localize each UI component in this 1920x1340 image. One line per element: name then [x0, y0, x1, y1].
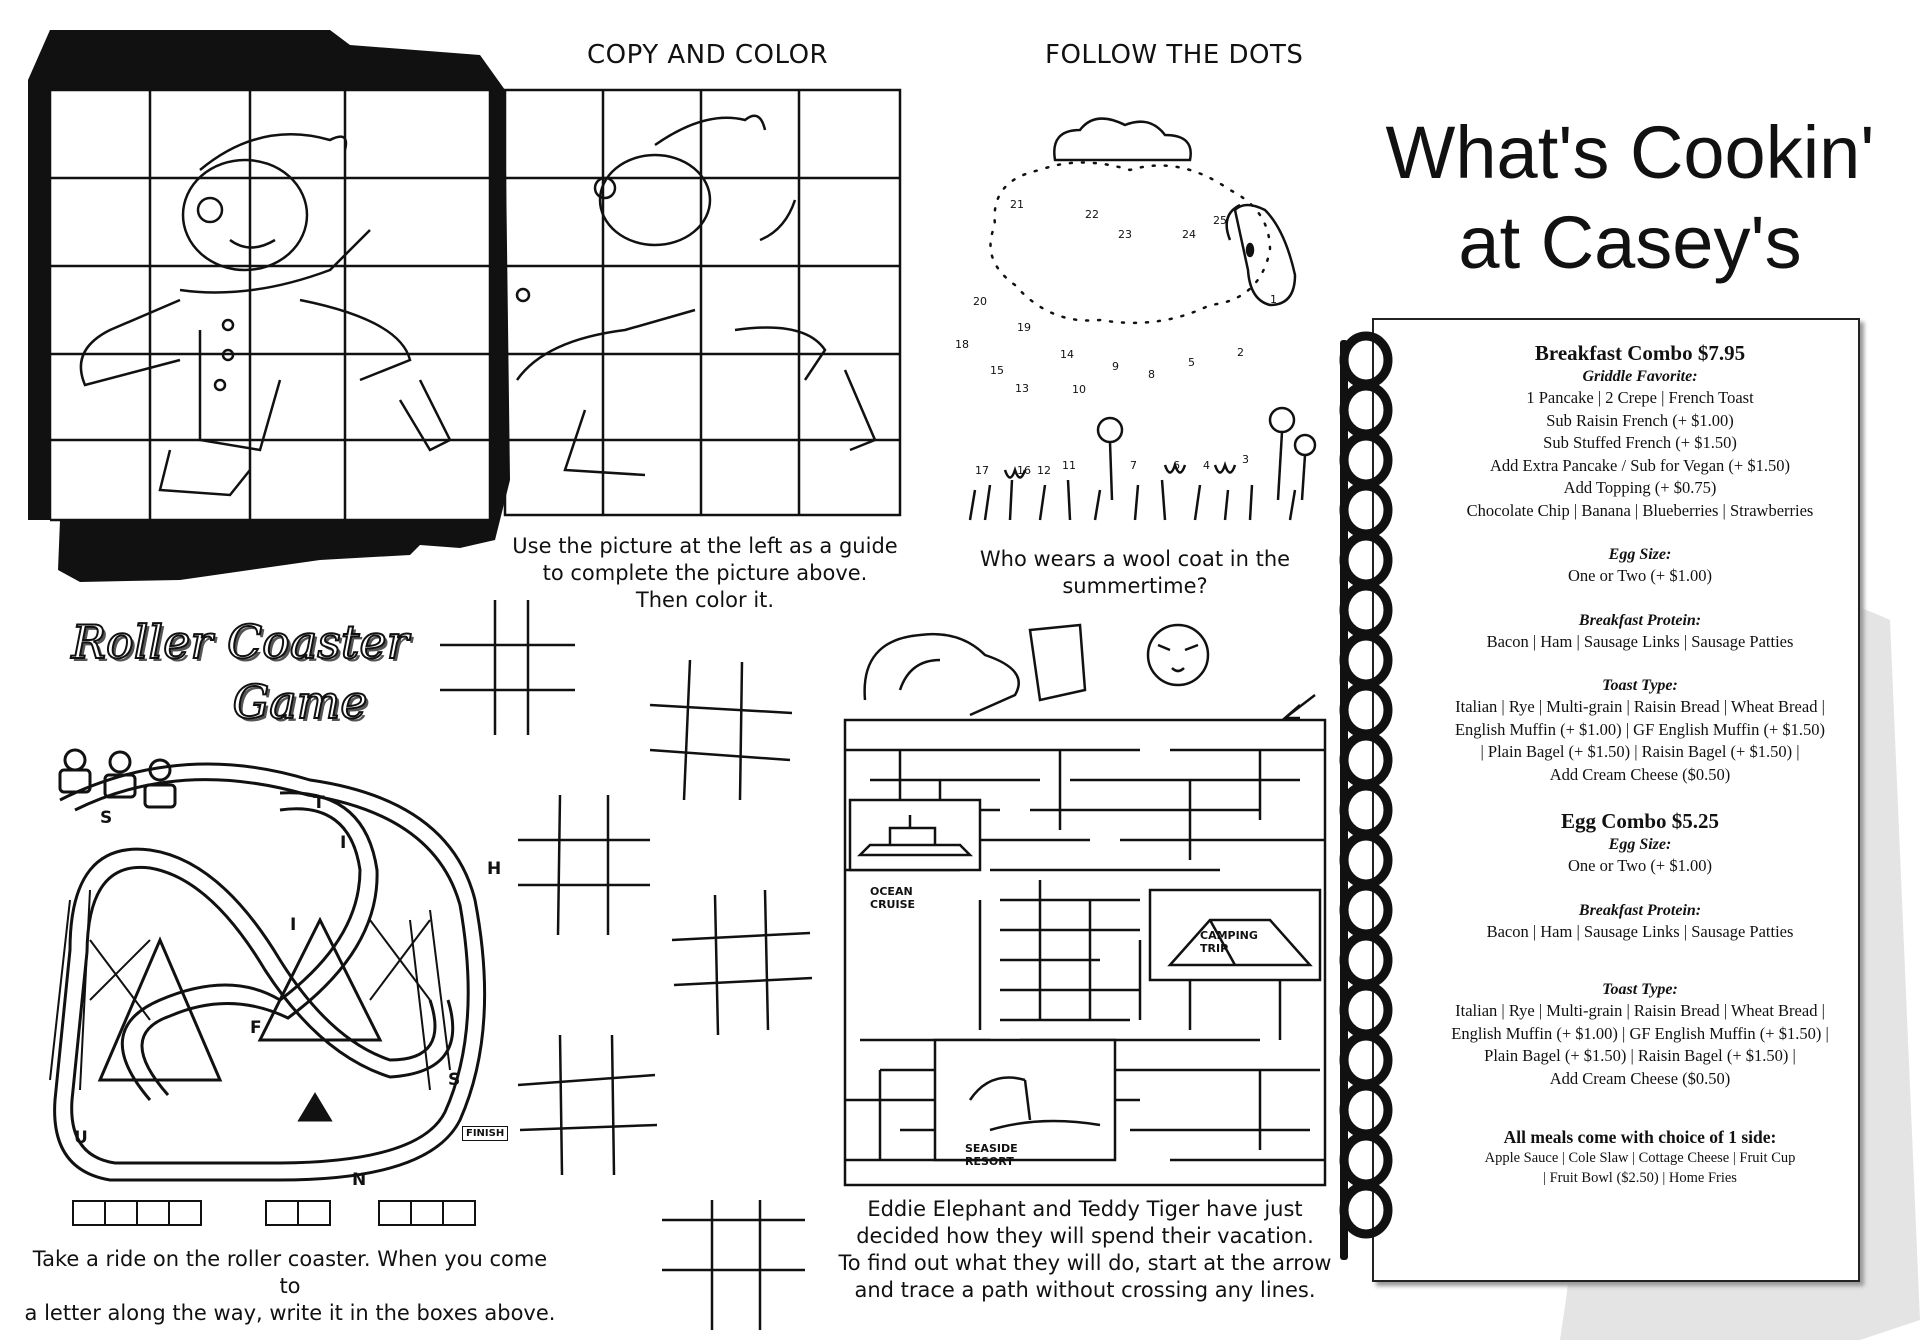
egg-size-line: One or Two (+ $1.00): [1568, 856, 1712, 875]
toast-label: Toast Type:: [1602, 677, 1678, 694]
tic-tac-toe-grid[interactable]: [440, 600, 575, 735]
toast-line: Italian | Rye | Multi-grain | Raisin Bread | Wheat Bread |: [1455, 1001, 1825, 1020]
dot-number: 21: [1010, 198, 1024, 211]
copy-caption-line: Use the picture at the left as a guide: [512, 534, 898, 558]
dot-number: 25: [1213, 214, 1227, 227]
dots-caption: [955, 546, 1315, 600]
copy-and-color-heading: COPY AND COLOR: [587, 40, 829, 70]
coaster-letter: S: [448, 1070, 461, 1090]
finish-sign: FINISH: [462, 1126, 508, 1141]
toast-line: Plain Bagel (+ $1.50) | Raisin Bagel (+ $1.50) |: [1484, 1046, 1796, 1065]
seaside-resort-label: SEASIDE RESORT: [965, 1142, 1018, 1168]
maze-caption: [835, 1196, 1335, 1304]
coaster-caption-line: Take a ride on the roller coaster. When you come to: [32, 1247, 548, 1298]
dot-number: 9: [1112, 360, 1119, 373]
maze-caption-line: To find out what they will do, start at the arrow: [838, 1251, 1332, 1275]
maze-caption-line: and trace a path without crossing any lines.: [854, 1278, 1316, 1302]
coaster-title-line: Game: [232, 675, 368, 729]
griddle-line: Add Extra Pancake / Sub for Vegan (+ $1.50): [1490, 455, 1790, 475]
tic-tac-toe-grid[interactable]: [650, 660, 792, 800]
dot-to-dot-sheep: [950, 100, 1320, 520]
dot-number: 3: [1242, 453, 1249, 466]
griddle-label: Griddle Favorite:: [1582, 368, 1698, 385]
chain-binding: [1330, 330, 1410, 1270]
toast-label: Toast Type:: [1602, 981, 1678, 998]
dot-number: 4: [1203, 459, 1210, 472]
protein-line: Bacon | Ham | Sausage Links | Sausage Patties: [1486, 921, 1794, 941]
sides-title: All meals come with choice of 1 side:: [1503, 1127, 1777, 1147]
dot-number: 17: [975, 464, 989, 477]
dot-number: 13: [1015, 382, 1029, 395]
coaster-title-line: Roller Coaster: [71, 615, 409, 669]
maze-caption-line: decided how they will spend their vacation.: [856, 1224, 1314, 1248]
toast-line: English Muffin (+ $1.00) | GF English Muffin (+ $1.50): [1454, 719, 1826, 739]
coaster-letter: H: [487, 859, 502, 879]
toast-line: English Muffin (+ $1.00) | GF English Muffin (+ $1.50) |: [1451, 1023, 1829, 1043]
maze-caption-line: Eddie Elephant and Teddy Tiger have just: [867, 1197, 1303, 1221]
coaster-letter: T: [313, 793, 325, 813]
egg-size-line: One or Two (+ $1.00): [1568, 566, 1712, 585]
dot-number: 22: [1085, 208, 1099, 221]
ocean-cruise-label: OCEAN CRUISE: [870, 885, 916, 911]
dots-caption-line: Who wears a wool coat in the: [979, 547, 1291, 571]
toast-line: Italian | Rye | Multi-grain | Raisin Bread | Wheat Bread |: [1455, 697, 1825, 716]
protein-label: Breakfast Protein:: [1578, 611, 1702, 629]
egg-size-label: Egg Size:: [1608, 836, 1672, 853]
dot-number: 15: [990, 364, 1004, 377]
page-title-line: at Casey's: [1458, 201, 1802, 284]
dot-number: 6: [1173, 459, 1180, 472]
page-title-line: What's Cookin': [1385, 111, 1875, 194]
coaster-letter: U: [74, 1128, 88, 1148]
coaster-letter: I: [340, 833, 347, 853]
coaster-letter: N: [352, 1170, 367, 1190]
griddle-line: 1 Pancake | 2 Crepe | French Toast: [1526, 388, 1754, 407]
coaster-letter: F: [250, 1018, 262, 1038]
protein-label: Breakfast Protein:: [1578, 901, 1702, 919]
coaster-caption-line: a letter along the way, write it in the boxes above.: [24, 1301, 556, 1325]
toast-line: Add Cream Cheese ($0.50): [1549, 764, 1731, 784]
tic-tac-toe-grid[interactable]: [672, 890, 812, 1035]
egg-combo-title: Egg Combo $5.25: [1560, 809, 1720, 833]
dot-number: 19: [1017, 321, 1031, 334]
griddle-line: Add Topping (+ $0.75): [1563, 478, 1717, 497]
copy-caption-line: Then color it.: [635, 588, 775, 612]
coaster-letter: S: [100, 808, 113, 828]
camping-trip-label: CAMPING TRIP: [1200, 929, 1258, 955]
griddle-line: Sub Stuffed French (+ $1.50): [1543, 433, 1737, 452]
dot-number: 18: [955, 338, 969, 351]
dot-number: 5: [1188, 356, 1195, 369]
dots-caption-line: summertime?: [1062, 574, 1208, 598]
breakfast-combo-title: Breakfast Combo $7.95: [1534, 341, 1746, 365]
coaster-letter: I: [290, 915, 297, 935]
dot-number: 14: [1060, 348, 1074, 361]
tic-tac-toe-grids: [0, 0, 800, 1330]
dot-number: 24: [1182, 228, 1196, 241]
dot-number: 8: [1148, 368, 1155, 381]
griddle-line: Chocolate Chip | Banana | Blueberries | Strawberries: [1466, 500, 1814, 520]
dot-number: 2: [1237, 346, 1244, 359]
dot-number: 10: [1072, 383, 1086, 396]
page-title: [1370, 108, 1890, 288]
tic-tac-toe-grid[interactable]: [518, 795, 650, 935]
copy-caption-line: to complete the picture above.: [542, 561, 868, 585]
follow-the-dots-heading: FOLLOW THE DOTS: [1045, 40, 1304, 70]
sides-line: | Fruit Bowl ($2.50) | Home Fries: [1543, 1170, 1737, 1186]
tic-tac-toe-grid[interactable]: [518, 1035, 657, 1175]
tic-tac-toe-grid[interactable]: [662, 1200, 805, 1330]
protein-line: Bacon | Ham | Sausage Links | Sausage Patties: [1486, 631, 1794, 651]
sides-line: Apple Sauce | Cole Slaw | Cottage Cheese | Fruit Cup: [1484, 1150, 1796, 1166]
dot-number: 1: [1270, 293, 1277, 306]
dot-number: 11: [1062, 459, 1076, 472]
griddle-line: Sub Raisin French (+ $1.00): [1546, 410, 1734, 430]
toast-line: | Plain Bagel (+ $1.50) | Raisin Bagel (+ $1.50) |: [1480, 742, 1800, 761]
dot-number: 16: [1017, 464, 1031, 477]
dot-number: 7: [1130, 459, 1137, 472]
toast-line: Add Cream Cheese ($0.50): [1549, 1068, 1731, 1088]
dot-number: 12: [1037, 464, 1051, 477]
menu-content: [1430, 340, 1850, 1188]
dot-number: 23: [1118, 228, 1132, 241]
dot-number: 20: [973, 295, 987, 308]
egg-size-label: Egg Size:: [1608, 546, 1672, 563]
